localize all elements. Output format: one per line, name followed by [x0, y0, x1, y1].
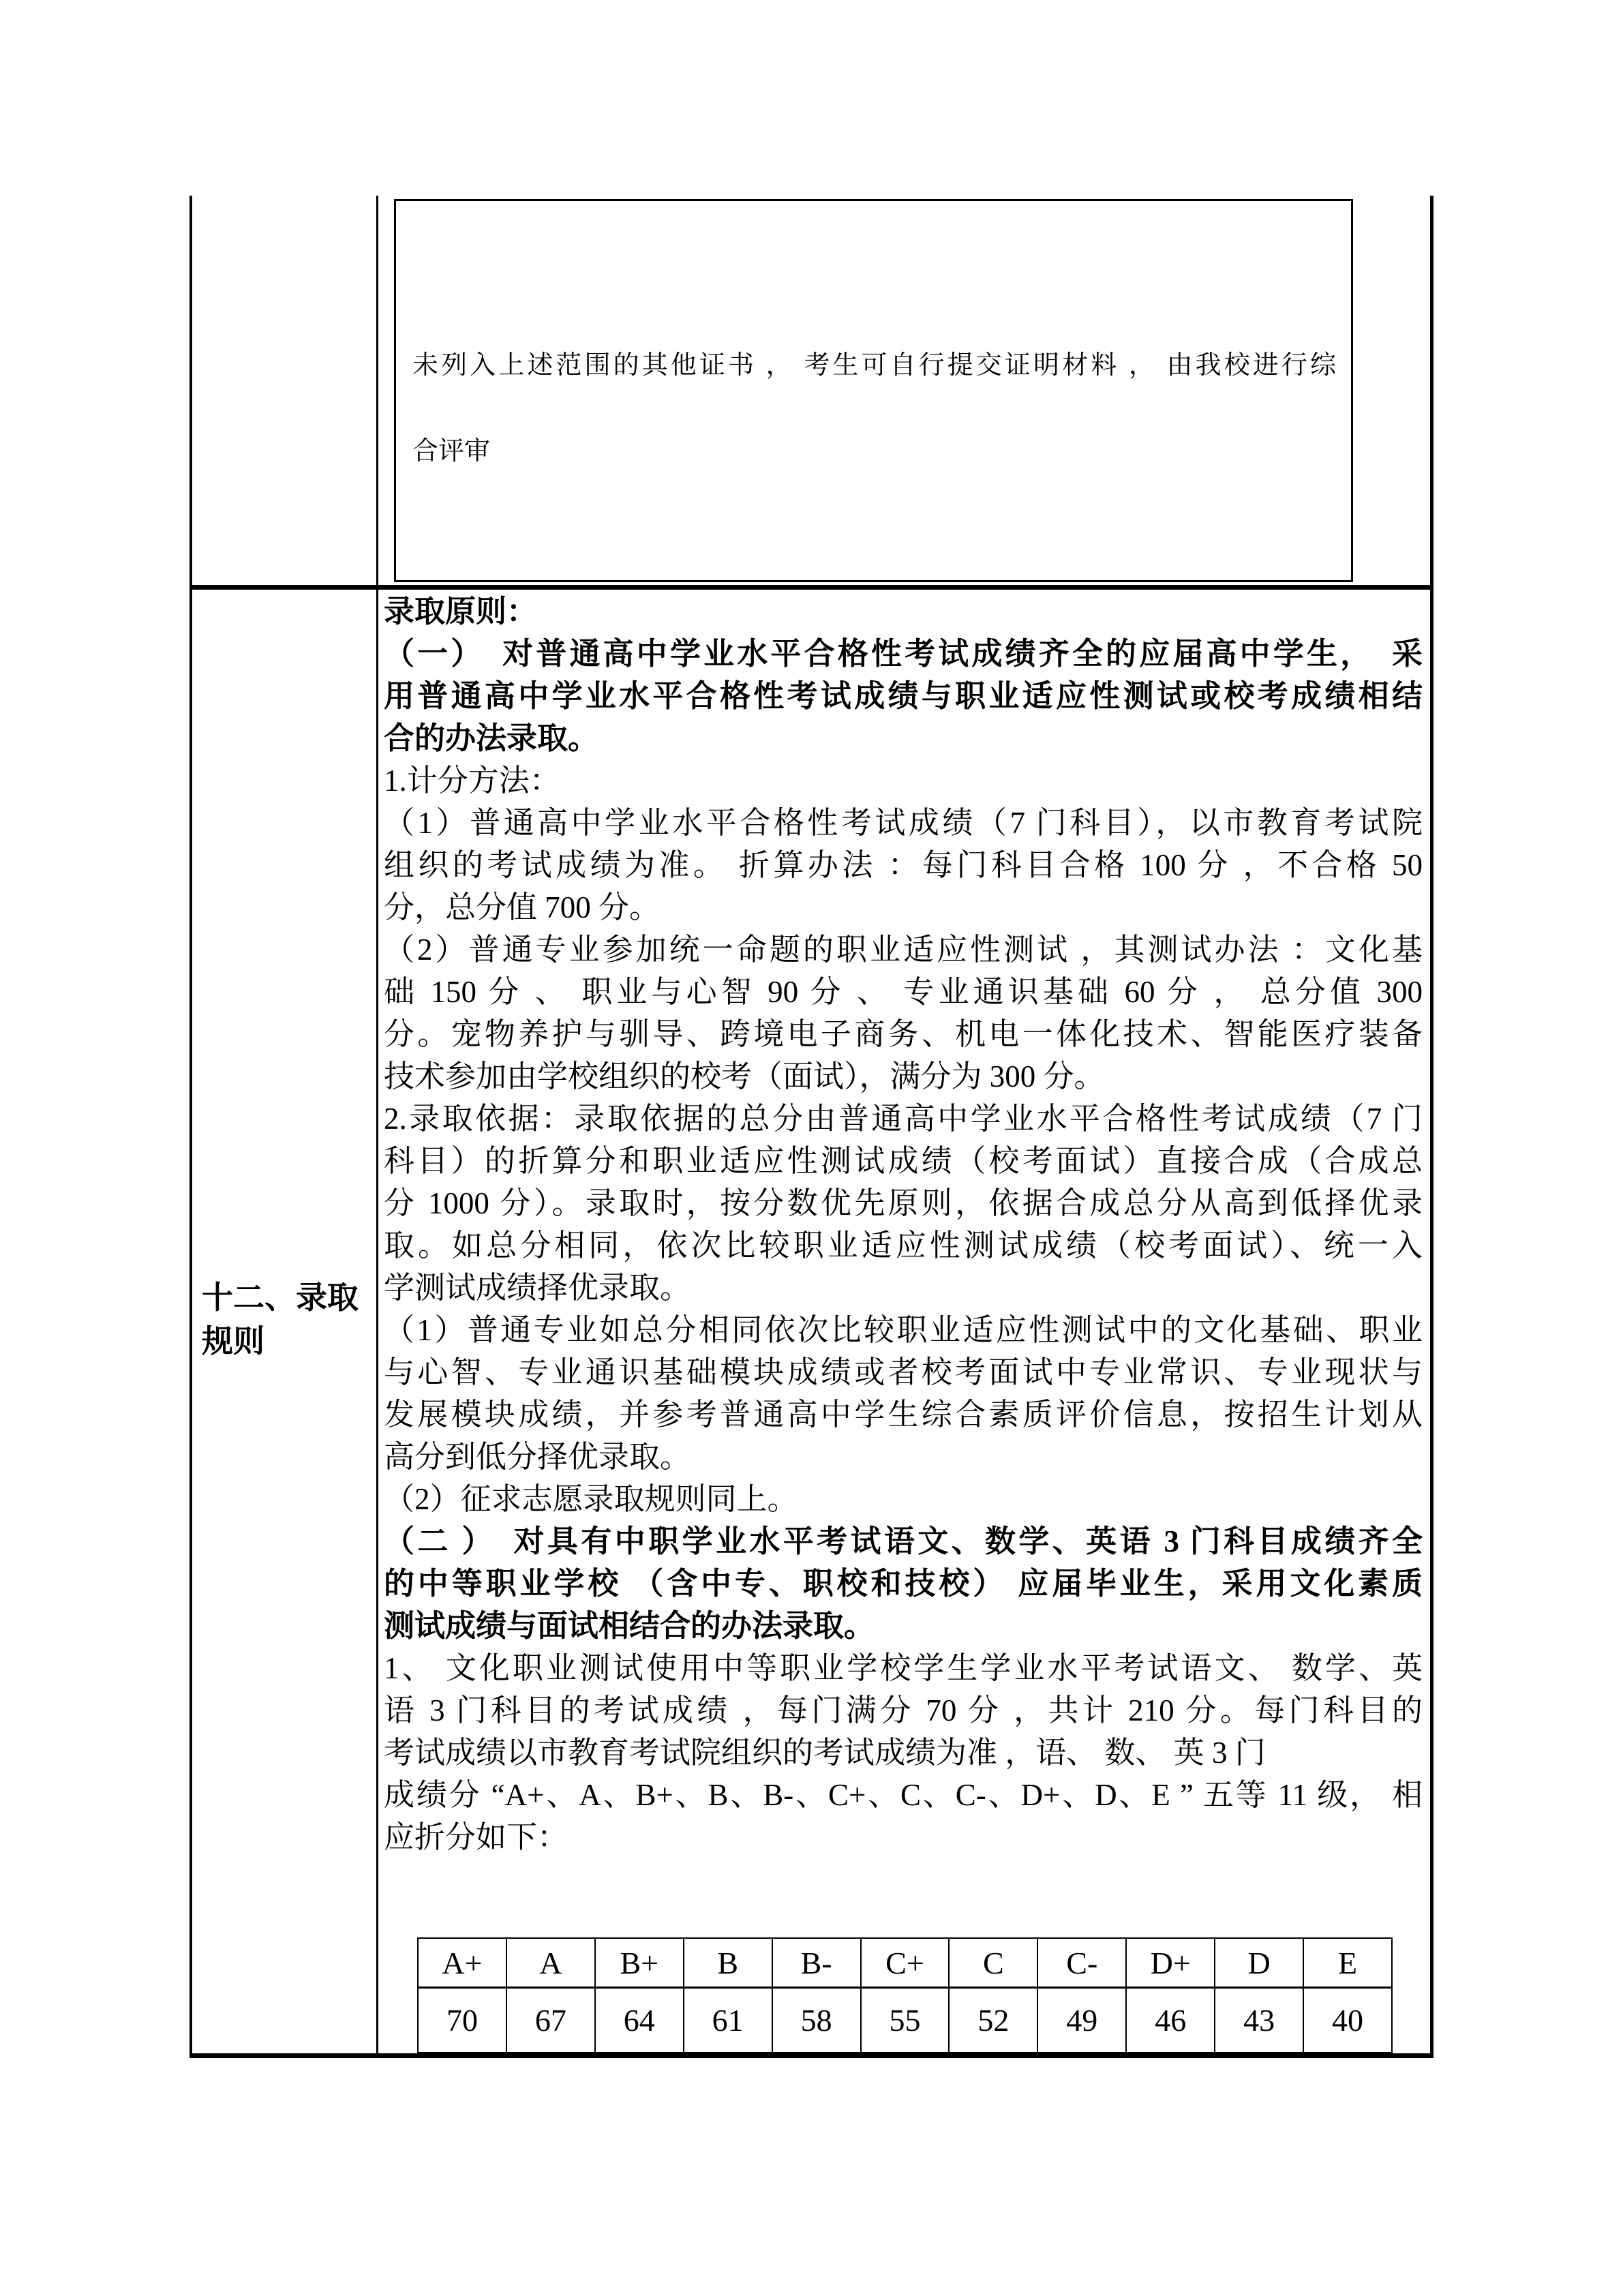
note-line-1: 未列入上述范围的其他证书 ， 考生可自行提交证明材料 ， 由我校进行综	[412, 351, 1336, 380]
grade-score-row	[419, 1989, 1391, 2052]
certificate-note-text	[412, 322, 1336, 494]
text-line-2: （一） 对普通高中学业水平合格性考试成绩齐全的应届高中学生， 采	[384, 637, 1423, 671]
text-line-11: 分。宠物养护与驯导、跨境电子商务、机电一体化技术、智能医疗装备	[384, 1017, 1423, 1051]
grade-score-cell-A+: 70	[419, 1989, 507, 2052]
note-line-2: 合评审	[412, 437, 491, 466]
text-line-29: 成绩分 “A+、A、B+、B、B-、C+、C、C-、D+、D、E ” 五等 11 级， 相	[384, 1778, 1423, 1812]
text-line-4: 合的办法录取。	[384, 721, 599, 755]
text-line-27: 语 3 门科目的考试成绩 ，每门满分 70 分 ，共计 210 分。每门科目的	[384, 1693, 1423, 1727]
grade-header-cell-B-: B-	[773, 1939, 862, 1987]
table-right-border	[1430, 196, 1434, 2057]
table-bottom-border	[189, 2053, 1434, 2058]
text-line-25: 测试成绩与面试相结合的办法录取。	[384, 1609, 875, 1643]
grade-score-cell-C: 52	[950, 1989, 1038, 2052]
text-line-14: 科目）的折算分和职业适应性测试成绩（校考面试）直接合成（合成总	[384, 1144, 1423, 1178]
grade-header-cell-D+: D+	[1127, 1939, 1215, 1987]
text-line-16: 取。如总分相同，依次比较职业适应性测试成绩（校考面试）、统一入	[384, 1228, 1423, 1263]
grade-score-cell-B-: 58	[773, 1989, 862, 2052]
text-line-13: 2.录取依据：录取依据的总分由普通高中学业水平合格性考试成绩（7 门	[384, 1102, 1423, 1136]
grade-header-cell-E: E	[1337, 1945, 1358, 1980]
text-line-20: 发展模块成绩，并参考普通高中学生综合素质评价信息，按招生计划从	[384, 1398, 1423, 1432]
grade-score-cell-C+: 55	[862, 1989, 950, 2052]
text-line-19: 与心智、专业通识基础模块成绩或者校考面试中专业常识、专业现状与	[384, 1355, 1423, 1389]
text-line-12: 技术参加由学校组织的校考（面试），满分为 300 分。	[384, 1059, 1105, 1093]
grade-header-cell-C: C	[950, 1939, 1038, 1987]
grade-score-cell-A: 67	[507, 1989, 596, 2052]
text-line-18: （1）普通专业如总分相同依次比较职业适应性测试中的文化基础、职业	[384, 1313, 1423, 1347]
text-line-30: 应折分如下：	[384, 1820, 568, 1854]
text-line-7: 组织的考试成绩为准。 折算办法 ：每门科目合格 100 分 ，不合格 50	[384, 848, 1423, 882]
text-line-8: 分，总分值 700 分。	[384, 890, 661, 924]
grade-header-cell-A+: A+	[419, 1939, 507, 1987]
text-line-5: 1.计分方法：	[384, 764, 560, 798]
table-row-divider	[189, 585, 1434, 590]
admission-rules-text	[384, 590, 1423, 1858]
text-line-24: 的中等职业学校 （含中专、职校和技校） 应届毕业生，采用文化素质	[384, 1567, 1423, 1601]
grade-score-cell-C-: 49	[1038, 1989, 1127, 2052]
grade-header-cell-B: B	[684, 1939, 773, 1987]
grade-score-cell-E: 40	[1332, 2003, 1364, 2038]
grade-header-cell-D: D	[1215, 1939, 1304, 1987]
grade-header-cell-A: A	[507, 1939, 596, 1987]
text-line-17: 学测试成绩择优录取。	[384, 1271, 691, 1305]
grade-header-cell-B+: B+	[596, 1939, 684, 1987]
text-line-15: 分 1000 分）。录取时，按分数优先原则，依据合成总分从高到低择优录	[384, 1186, 1423, 1220]
table-left-border	[189, 196, 192, 2057]
grade-score-cell-D: 43	[1215, 1989, 1304, 2052]
text-line-28: 考试成绩以市教育考试院组织的考试成绩为准 ，语、 数、 英 3 门	[384, 1736, 1266, 1770]
grade-conversion-table	[417, 1937, 1393, 2053]
grade-header-row	[419, 1939, 1391, 1989]
text-line-21: 高分到低分择优录取。	[384, 1440, 691, 1474]
text-line-1: 录取原则：	[384, 594, 538, 629]
row-label-admission-rules: 十二、录取规则	[202, 1280, 359, 1359]
grade-score-cell-B: 61	[684, 1989, 773, 2052]
text-line-22: （2）征求志愿录取规则同上。	[384, 1482, 798, 1516]
certificate-note-box	[394, 199, 1353, 582]
text-line-6: （1）普通高中学业水平合格性考试成绩（7 门科目），以市教育考试院	[384, 806, 1423, 840]
text-line-23: （二 ） 对具有中职学业水平考试语文、数学、英语 3 门科目成绩齐全	[384, 1524, 1423, 1558]
text-line-26: 1、 文化职业测试使用中等职业学校学生学业水平考试语文、 数学、英	[384, 1651, 1423, 1685]
table-column-divider	[376, 196, 378, 2057]
grade-score-cell-D+: 46	[1127, 1989, 1215, 2052]
grade-header-cell-C+: C+	[862, 1939, 950, 1987]
text-line-10: 础 150 分 、 职业与心智 90 分 、 专业通识基础 60 分 ， 总分值 300	[384, 975, 1423, 1009]
text-line-9: （2）普通专业参加统一命题的职业适应性测试 ，其测试办法 ：文化基	[384, 933, 1423, 967]
grade-header-cell-C-: C-	[1038, 1939, 1127, 1987]
text-line-3: 用普通高中学业水平合格性考试成绩与职业适应性测试或校考成绩相结	[384, 679, 1423, 713]
grade-score-cell-B+: 64	[596, 1989, 684, 2052]
